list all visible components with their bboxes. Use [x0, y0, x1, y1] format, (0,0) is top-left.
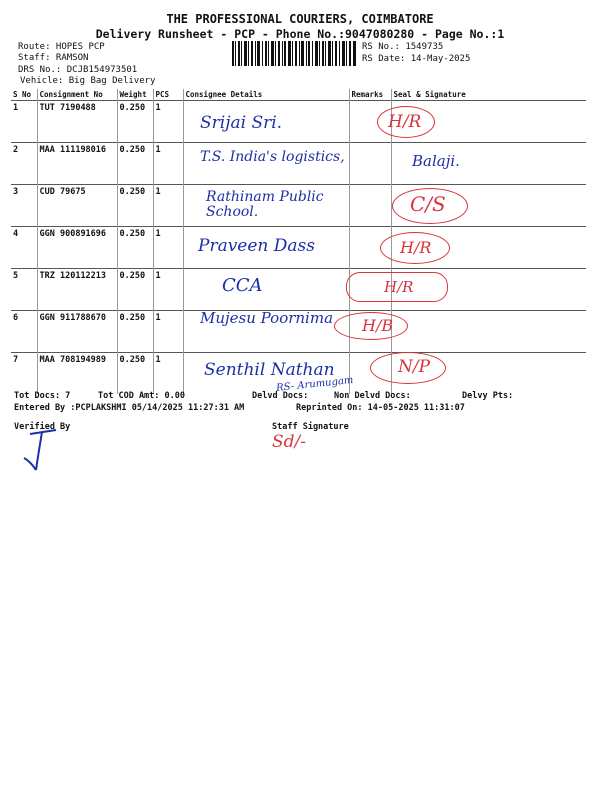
cell-consignment: TUT 7190488 [37, 101, 117, 143]
cell-pcs: 1 [153, 185, 183, 227]
cell-consignment: GGN 911788670 [37, 311, 117, 353]
cell-pcs: 1 [153, 269, 183, 311]
remark-2: Balaji. [412, 152, 460, 170]
remark-6: H/B [362, 316, 394, 335]
remark-5: H/R [384, 278, 414, 296]
cell-pcs: 1 [153, 311, 183, 353]
remark-7: N/P [398, 357, 431, 377]
runsheet-title: Delivery Runsheet - PCP - Phone No.:9047080280 - Page No.:1 [95, 27, 505, 41]
col-header-remarks: Remarks [349, 89, 391, 101]
cell-sno: 3 [11, 185, 37, 227]
cell-consignment: MAA 708194989 [37, 353, 117, 395]
cell-pcs: 1 [153, 227, 183, 269]
col-header-consignee: Consignee Details [183, 89, 349, 101]
non-delivered-docs: Non Delvd Docs: [334, 391, 411, 401]
vehicle-label: Vehicle: Big Bag Delivery [20, 76, 156, 86]
rs-date: RS Date: 14-May-2025 [362, 54, 471, 64]
total-docs: Tot Docs: 7 [14, 391, 71, 401]
remark-3: C/S [410, 192, 446, 216]
delivery-points: Delvy Pts: [462, 391, 514, 401]
route-label: Route: HOPES PCP [18, 42, 105, 52]
handwritten-consignee-6: Mujesu Poornima [200, 309, 334, 327]
cell-pcs: 1 [153, 101, 183, 143]
cell-remarks [349, 143, 391, 185]
remark-5-circle [346, 272, 448, 302]
handwritten-note: RS- Arumugam [275, 374, 354, 395]
cell-weight: 0.250 [117, 227, 153, 269]
cell-weight: 0.250 [117, 185, 153, 227]
cell-sno: 6 [11, 311, 37, 353]
col-header-consignment: Consignment No [37, 89, 117, 101]
cell-sno: 4 [11, 227, 37, 269]
cell-sno: 5 [11, 269, 37, 311]
reprinted-on: Reprinted On: 14-05-2025 11:31:07 [296, 403, 465, 413]
remark-4: H/R [400, 238, 432, 257]
table-header-row [11, 89, 586, 101]
remark-6-circle [334, 312, 408, 340]
col-header-sno: S No [11, 89, 37, 101]
handwritten-consignee-5: CCA [222, 275, 263, 296]
staff-signature: Sd/- [272, 432, 306, 452]
cell-weight: 0.250 [117, 311, 153, 353]
rs-number: RS No.: 1549735 [362, 42, 444, 52]
remark-7-circle [370, 352, 446, 384]
cell-consignment: TRZ 120112213 [37, 269, 117, 311]
remark-1-circle [377, 106, 435, 138]
remark-3-circle [392, 188, 468, 224]
col-header-seal: Seal & Signature [393, 90, 466, 99]
handwritten-consignee-4: Praveen Dass [198, 236, 315, 256]
company-title: THE PROFESSIONAL COURIERS, COIMBATORE [166, 12, 434, 26]
handwritten-consignee-2: T.S. India's logistics, [200, 149, 345, 165]
cell-sno: 1 [11, 101, 37, 143]
table-row [11, 101, 586, 143]
remark-1: H/R [388, 112, 422, 132]
cell-consignment: MAA 111198016 [37, 143, 117, 185]
cell-weight: 0.250 [117, 269, 153, 311]
delivered-docs: Delvd Docs: [252, 391, 309, 401]
entered-by: Entered By :PCPLAKSHMI 05/14/2025 11:27:31 AM [14, 403, 245, 413]
col-header-weight: Weight [117, 89, 153, 101]
cell-sno: 7 [11, 353, 37, 395]
cell-pcs: 1 [153, 143, 183, 185]
drs-number: DRS No.: DCJB154973501 [18, 65, 138, 75]
handwritten-consignee-7: Senthil Nathan [204, 360, 335, 380]
cell-consignment: CUD 79675 [37, 185, 117, 227]
verifier-signature [22, 428, 58, 474]
cell-consignment: GGN 900891696 [37, 227, 117, 269]
cell-pcs: 1 [153, 353, 183, 395]
staff-signature-label: Staff Signature [272, 422, 349, 432]
cell-weight: 0.250 [117, 353, 153, 395]
staff-label: Staff: RAMSON [18, 53, 89, 63]
total-cod: Tot COD Amt: 0.00 [98, 391, 185, 401]
col-header-pcs: PCS [153, 89, 183, 101]
cell-weight: 0.250 [117, 143, 153, 185]
barcode [232, 41, 356, 66]
table-row [11, 269, 586, 311]
remark-4-circle [380, 232, 450, 264]
verified-by-label: Verified By [14, 422, 71, 432]
handwritten-consignee-3: Rathinam Public School. [206, 189, 324, 220]
cell-weight: 0.250 [117, 101, 153, 143]
cell-consignee [183, 269, 349, 311]
cell-seal [391, 311, 586, 353]
cell-sno: 2 [11, 143, 37, 185]
handwritten-consignee-1: Srijai Sri. [200, 113, 283, 133]
